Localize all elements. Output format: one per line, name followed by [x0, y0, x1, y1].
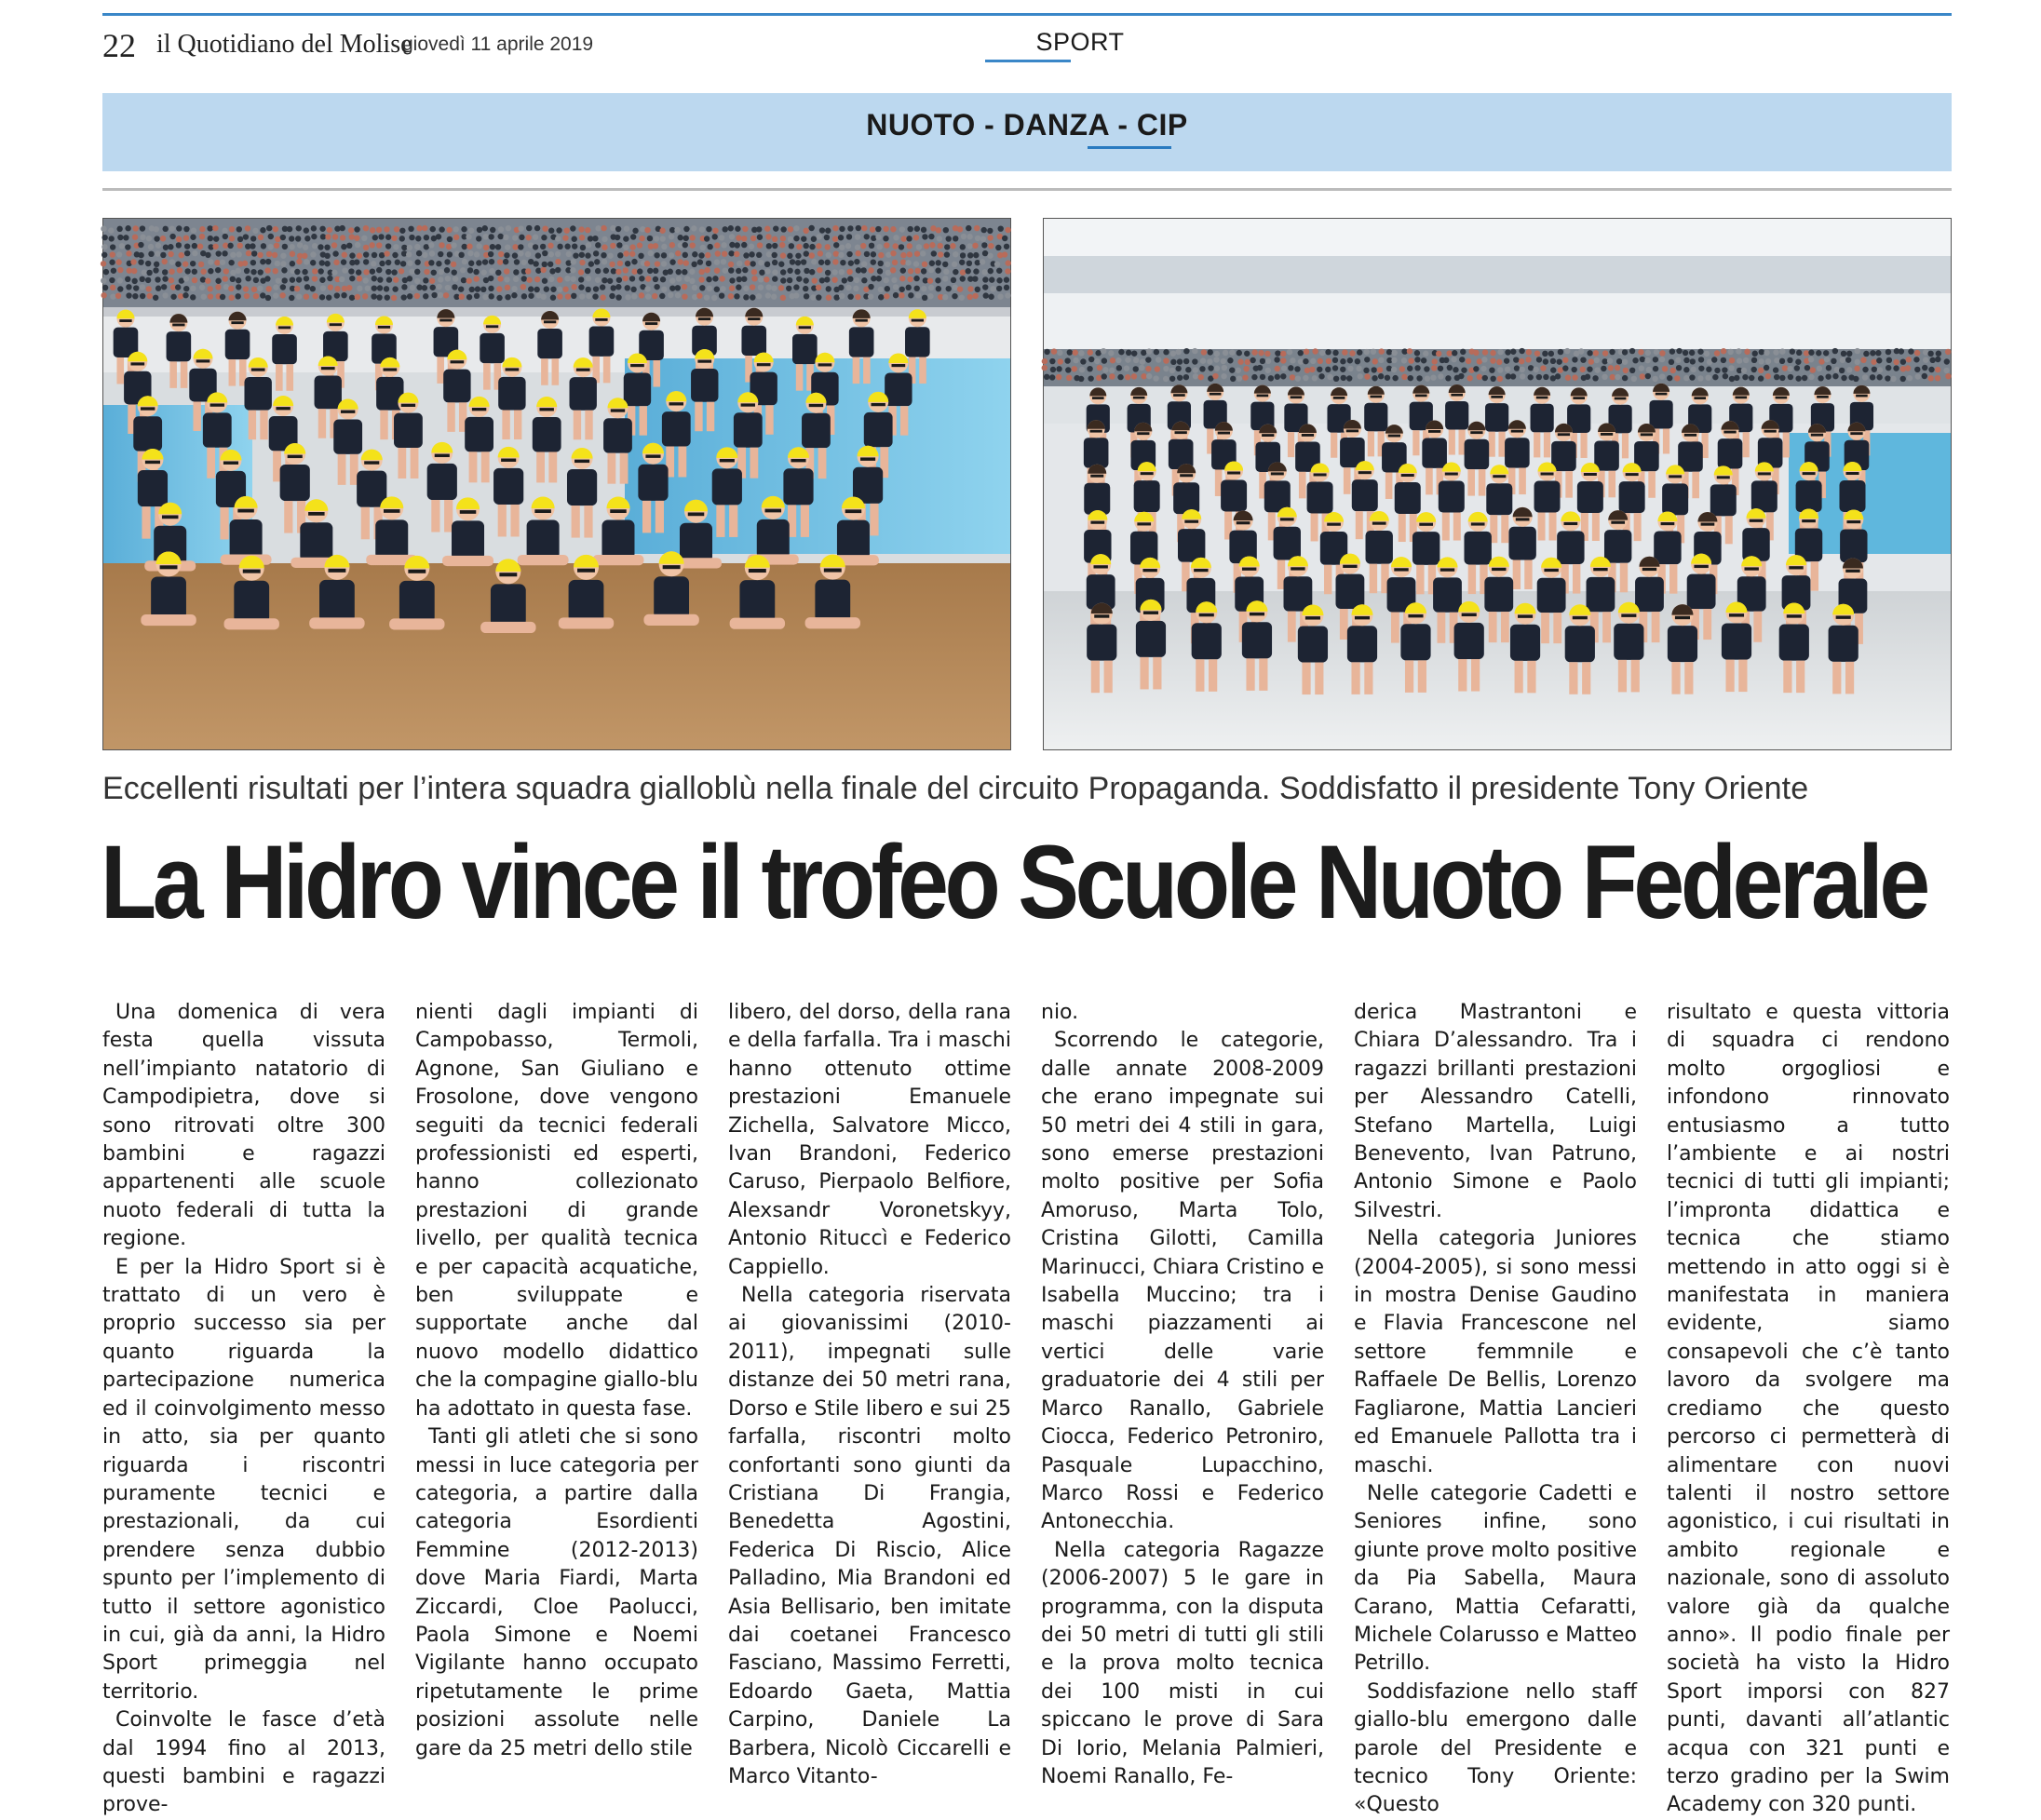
masthead [102, 24, 1952, 71]
article-kicker: Eccellenti risultati per l’intera squadra gialloblù nella finale del circuito Propaganda. Soddisfatto il presidente Tony Oriente [102, 771, 1809, 806]
band-title: NUOTO - DANZA - CIP [866, 108, 1188, 142]
page-number: 22 [102, 27, 136, 64]
article-paragraph: E per la Hidro Sport si è trattato di un vero è proprio successo sia per quanto riguarda la partecipazione numerica ed il coinvolgimento messo in atto, sia per quanto riguarda i riscontri puramente tecnici e prestazionali, da cui prendere senza dubbio spunto per l’implemento di tutto il settore agonistico in cui, già da anni, la Hidro Sport primeggia nel territorio. [102, 1255, 385, 1704]
article-paragraph: risultato e questa vittoria di squadra ci rendono molto orgogliosi e infondono rinnovato entusiasmo a tutto l’ambiente e ai nostri tecnici di tutti gli impianti; l’impronta didattica e tecnica che stiamo mettendo in atto oggi si è manifestata in maniera evidente, siamo consapevoli che c’è tanto lavoro da svolgere ma crediamo che questo percorso ci permetterà di alimentare con nuovi talenti il nostro settore agonistico, i cui risultati in ambito regionale e nazionale, sono di assoluto valore già da qualche anno». Il podio finale per società ha visto la Hidro Sport imporsi con 827 punti, davanti all’atlantic acqua con 321 punti e terzo gradino per la Swim Academy con 320 punti. [1667, 1001, 1950, 1817]
paper-date: giovedì 11 aprile 2019 [402, 34, 594, 55]
paper-name: il Quotidiano del Molise [156, 30, 412, 59]
article-column-1 [102, 999, 385, 1817]
article-paragraph: nio. [1041, 1001, 1079, 1024]
article-paragraph: Soddisfazione nello staff giallo-blu emergono dalle parole del Presidente e tecnico Tony Oriente: «Questo [1354, 1679, 1637, 1817]
section-tag: SPORT [1035, 28, 1125, 56]
article-paragraph: Tanti gli atleti che si sono messi in luce categoria per categoria, a partire dalla categoria Esordienti Femmine (2012-2013) dove Maria Fiardi, Marta Ziccardi, Cloe Paolucci, Paola Simone e Noemi Vigilante hanno occupato ripetutamente le prime posizioni assolute nelle gare da 25 metri dello stile [415, 1425, 698, 1760]
article-headline: La Hidro vince il trofeo Scuole Nuoto Federale [101, 824, 1926, 940]
article-paragraph: Nella categoria riservata ai giovanissimi (2010-2011), impegnati sulle distanze dei 50 metri rana, Dorso e Stile libero e sui 25 farfalla, riscontri molto confortanti sono giunti da Cristiana Di Frangia, Benedetta Agostini, Federica Di Riscio, Alice Palladino, Mia Brandoni ed Asia Bellisario, ben imitate dai coetanei Francesco Fasciano, Massimo Ferretti, Edoardo Gaeta, Mattia Carpino, Daniele La Barbera, Nicolò Ciccarelli e Marco Vitanto- [728, 1284, 1011, 1788]
article-column-3 [728, 999, 1011, 1788]
team-photo-left [102, 218, 1011, 750]
article-body [102, 999, 1952, 1817]
team-photo-right [1043, 218, 1952, 750]
top-rule [102, 13, 1952, 16]
article-column-2 [415, 999, 698, 1760]
band-underline [1088, 146, 1171, 149]
article-paragraph: derica Mastrantoni e Chiara D’alessandro. Tra i ragazzi brillanti prestazioni per Alessandro Catelli, Stefano Martella, Luigi Benevento, Ivan Patruno, Antonio Simone e Paolo Silvestri. [1354, 1001, 1637, 1222]
article-paragraph: nienti dagli impianti di Campobasso, Termoli, Agnone, San Giuliano e Frosolone, dove vengono seguiti da tecnici federali professionisti ed esperti, hanno collezionato prestazioni di grande livello, per qualità tecnica e per capacità acquatiche, ben sviluppate e supportate anche dal nuovo modello didattico che la compagine giallo-blu ha adottato in questa fase. [415, 1001, 698, 1421]
article-column-5 [1354, 999, 1637, 1817]
article-paragraph: Scorrendo le categorie, dalle annate 2008-2009 che erano impegnate sui 50 metri dei 4 stili in gara, sono emerse prestazioni molto positive per Sofia Amoruso, Marta Tolo, Cristina Gilotti, Camilla Marinucci, Chiara Cristino e Isabella Muccino; tra i maschi piazzamenti ai vertici delle varie graduatorie dei 4 stili per Marco Ranallo, Gabriele Ciocca, Federico Petroniro, Pasquale Lupacchino, Marco Rossi e Federico Antonecchia. [1041, 1029, 1324, 1534]
article-paragraph: Nelle categorie Cadetti e Seniores infine, sono giunte prove molto positive da Pia Sabella, Maura Carano, Mattia Cefaratti, Michele Colarusso e Matteo Petrillo. [1354, 1481, 1637, 1676]
section-underline [985, 60, 1071, 62]
article-paragraph: libero, del dorso, della rana e della farfalla. Tra i maschi hanno ottenuto ottime prestazioni Emanuele Zichella, Salvatore Micco, Ivan Brandoni, Federico Caruso, Pierpaolo Belfiore, Alexsandr Voronetskyy, Antonio Rituccì e Federico Cappiello. [728, 1001, 1011, 1279]
article-paragraph: Nella categoria Ragazze (2006-2007) 5 le gare in programma, con la disputa dei 50 metri di tutti gli stili e la prova molto tecnica dei 100 misti in cui spiccano le prove di Sara Di Iorio, Melania Palmieri, Noemi Ranallo, Fe- [1041, 1538, 1324, 1788]
section-band [102, 93, 1952, 171]
article-column-6 [1667, 999, 1950, 1817]
article-paragraph: Coinvolte le fasce d’età dal 1994 fino al 2013, questi bambini e ragazzi prove- [102, 1708, 385, 1817]
article-paragraph: Nella categoria Juniores (2004-2005), si sono messi in mostra Denise Gaudino e Flavia Francescone nel settore femmnile e Raffaele De Bellis, Lorenzo Fagliarone, Mattia Lancieri ed Emanuele Pallotta tra i maschi. [1354, 1227, 1637, 1477]
article-paragraph: Una domenica di vera festa quella vissuta nell’impianto natatorio di Campodipietra, dove si sono ritrovati oltre 300 bambini e ragazzi appartenenti alle scuole nuoto federali di tutta la regione. [102, 1001, 385, 1251]
band-rule [102, 188, 1952, 191]
article-column-4 [1041, 999, 1324, 1788]
